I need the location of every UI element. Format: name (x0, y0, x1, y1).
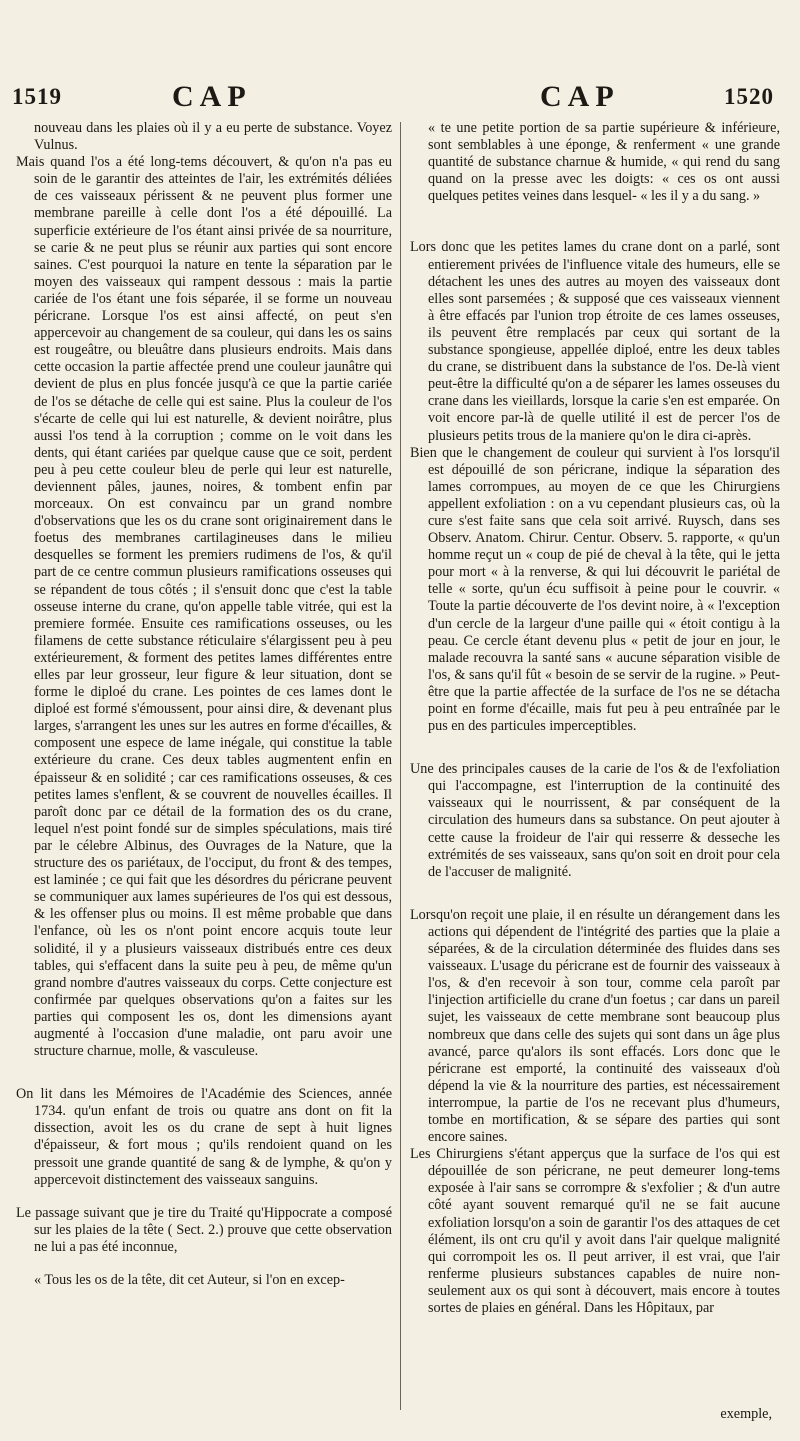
left-column (16, 120, 392, 1420)
right-page-number: 1520 (724, 84, 774, 109)
catchword: exemple, (720, 1406, 772, 1422)
quotation: « Tous les os de la tête, dit cet Auteur, si l'on en excep- (34, 1272, 345, 1288)
page-header (0, 80, 800, 120)
paragraph: Une des principales causes de la carie de l'os & de l'exfoliation qui l'accompagne, est l'interruption de la continuité des vaisseaux qui le nourrissent, & par conséquent de la circulation des humeurs dans sa substance. On peut ajouter à cette cause la froideur de l'air qui resserre & desseche les extrémités de ses vaisseaux, sans qu'on soit en droit pour cela de l'accuser de malignité. (410, 761, 780, 880)
quotation: « te une petite portion de sa partie supérieure & inférieure, sont semblables à une éponge, & renferment « une grande quantité de substance charnue & humide, « qui rend du sang quand on la presse avec les doigts: « ces os ont aussi quelques petites veines dans lesquel- « les il y a du sang. » (428, 120, 780, 205)
paragraph: Mais quand l'os a été long-tems découvert, & qu'on n'a pas eu soin de le garantir des atteintes de l'air, les extrémités déliées de ces vaisseaux périssent & ne peuvent plus former une membrane pareille à celle dont l'os a été dépouillé. La superficie extérieure de l'os étant ainsi privée de sa nourriture, se carie & ne peut plus se réunir aux parties qui sont encore saines. C'est pourquoi la nature en tente la séparation par le moyen des vaisseaux qui rampent dessous : mais la partie cariée de l'os étant une fois séparée, il se forme un nouveau péricrane. Lorsque l'os est ainsi affecté, on peut s'en appercevoir au changement de sa couleur, qui dans les os sains est rougeâtre, ou bleuâtre dans plusieurs endroits. Mais dans cette occasion la partie affectée prend une couleur jaunâtre qui devient de plus en plus foncée jusqu'à ce que la partie cariée de l'os se détache de celle qui est saine. Plus la couleur de l'os s'écarte de celle qui lui est naturelle, & devient noirâtre, plus aussi l'os tend à la corruption ; comme on le voit dans les dents, qui étant cariées par quelque cause que ce soit, perdent peu à peu cette couleur bleu de perle qui leur est naturelle, deviennent pâles, jaunes, noires, & tombent enfin par morceaux. On est convaincu par un grand nombre d'observations que les os du crane sont originairement dans le foetus des membranes cartilagineuses dans le milieu desquelles se forment les premiers rudimens de l'os, & qu'il part de ce centre commun plusieurs ramifications osseuses qui se répandent de tous côtés ; il s'ensuit donc que c'est la table osseuse interne du crane, qu'on appelle table vitrée, qui est la premiere formée. Ensuite ces ramifications osseuses, ou les filamens de cette substance réticulaire s'élargissent peu à peu extérieurement, & forment des petites lames différentes entre elles par leur grosseur, leur figure & leur situation, dont se forme le diploé du crane. Les pointes de ces lames dont le diploé est formé s'émoussent, pour ainsi dire, & devenant plus larges, s'arrangent les unes sur les autres en forme d'écailles, & composent une espece de lame inégale, qui constitue la table extérieure du crane. Ces deux tables augmentent enfin en épaisseur & en solidité ; car ces ramifications osseuses, & ces petites lames s'enflent, & se couvrent de nouvelles écailles. Il paroît donc par ce détail de la formation des os du crane, lequel n'est point fondé sur de simples spéculations, mais tiré par le célebre Albinus, des Ouvrages de la Nature, que la structure des os pariétaux, de l'occiput, du front & des tempes, est laminée ; ce qui fait que les désordres du péricrane peuvent se communiquer aux lames supérieures de l'os qui est dessous, & les offenser plus ou moins. Il est même probable que dans l'enfance, où les os n'ont point encore acquis toute leur solidité, il y a plusieurs vaisseaux distribués entre ces deux tables, qui s'effacent dans la suite peu à peu, de même qu'un grand nombre d'autres vaisseaux du corps. Cette conjecture est confirmée par quelques observations qu'on a faites sur les parties qui composent les os, dont les dimensions ayant augmenté à l'occasion d'une maladie, ont paru avoir une structure charnue, molle, & vasculeuse. (16, 154, 392, 1060)
right-column (410, 120, 780, 1420)
paragraph: Lors donc que les petites lames du crane dont on a parlé, sont entierement privées de l'influence vitale des humeurs, elle se détachent les unes des autres au moyen des vaisseaux dont elles sont parsemées ; & supposé que ces vaisseaux viennent à être effacés par l'union trop étroite de ces lames osseuses, ils peuvent être remplacés par ceux qui sortant de la substance spongieuse, appellée diploé, entre les deux tables du crane, se distribuent dans la substance de l'os. De-là vient peut-être la difficulté qu'on a de séparer les lames osseuses du crane dans les vieillards, lorsque la carie s'en est emparée. On voit encore par-là de quelle utilité il est de percer l'os de plusieurs petits trous de la maniere qu'on le dira ci-après. (410, 239, 780, 444)
paragraph: nouveau dans les plaies où il y a eu perte de substance. Voyez Vulnus. (34, 120, 392, 154)
right-running-head: CAP (540, 80, 620, 113)
paragraph: Les Chirurgiens s'étant apperçus que la surface de l'os qui est dépouillée de son péricrane, ne peut demeurer long-tems exposée à l'air sans se corrompre & s'exfolier ; & d'un autre côté ayant souvent remarqué qu'il ne se fait aucune exfoliation lorsqu'on a soin de garantir l'os des attaques de cet élément, ils ont cru qu'il y avoit dans l'air quelque malignité qui corrompoit les os. Il peut arriver, il est vrai, que l'air renferme plusieurs substances capables de nuire non-seulement aux os qui sont à découvert, mais encore à toutes sortes de plaies en général. Dans les Hôpitaux, par (410, 1146, 780, 1316)
paragraph: Le passage suivant que je tire du Traité qu'Hippocrate a composé sur les plaies de la tête ( Sect. 2.) prouve que cette observation ne lui a pas été inconnue, (16, 1204, 392, 1255)
left-running-head: CAP (172, 80, 252, 113)
left-page-number: 1519 (12, 84, 62, 109)
paragraph: Lorsqu'on reçoit une plaie, il en résulte un dérangement dans les actions qui dépendent de l'intégrité des parties que la plaie a séparées, & de la circulation déterminée des fluides dans ses vaisseaux. L'usage du péricrane est de fournir des vaisseaux à l'os, & d'en recevoir à son tour, comme cela paroît par l'injection artificielle du crane d'un foetus ; car dans un pareil sujet, les vaisseaux de cette membrane sont beaucoup plus nombreux que dans celle des sujets qui sont dans un âge plus avancé, parce qu'alors ils sont effacés. Lors donc que le péricrane est emporté, la continuité des vaisseaux d'où dépend la vie & la nourriture des parties, est nécessairement interrompue, la partie de l'os ne recevant plus d'humeurs, tombe en mortification, & se sépare des parties qui sont encore saines. (410, 906, 780, 1146)
paragraph: On lit dans les Mémoires de l'Académie des Sciences, année 1734. qu'un enfant de trois ou quatre ans dont on fit la dissection, avoit les os du crane de sept à huit lignes d'épaisseur, & fort mous ; qu'ils rendoient quand on les pressoit une grande quantité de sang & de lymphe, & qu'on y appercevoit distinctement des vaisseaux sanguins. (16, 1086, 392, 1188)
column-divider (400, 122, 401, 1410)
paragraph: Bien que le changement de couleur qui survient à l'os lorsqu'il est dépouillé de son péricrane, indique la séparation des lames corrompues, au moyen de ce que les Chirurgiens appellent exfoliation : on a vu cependant plusieurs cas, où la cure s'est faite sans que cela soit arrivé. Ruysch, dans ses Observ. Anatom. Chirur. Centur. Observ. 5. rapporte, « qu'un homme reçut un « coup de pié de cheval à la tête, qui le jetta pour mort « à la renverse, & qui lui découvrit le pariétal de telle « sorte, qu'un écu suffisoit à peine pour le couvrir. « Toute la partie découverte de l'os devint noire, à « l'exception d'un cercle de la largeur d'une paille qui « étoit contigu à la peau. Ce cercle étant devenu plus « petit de jour en jour, le malade recouvra la santé sans « aucune séparation visible de l'os, & sans qu'il fût « besoin de se servir de la rugine. » Peut-être que la partie affectée de la surface de l'os ne se détacha point en forme d'écaille, mais fut peu à peu entraînée par le pus en des particules imperceptibles. (410, 444, 780, 735)
